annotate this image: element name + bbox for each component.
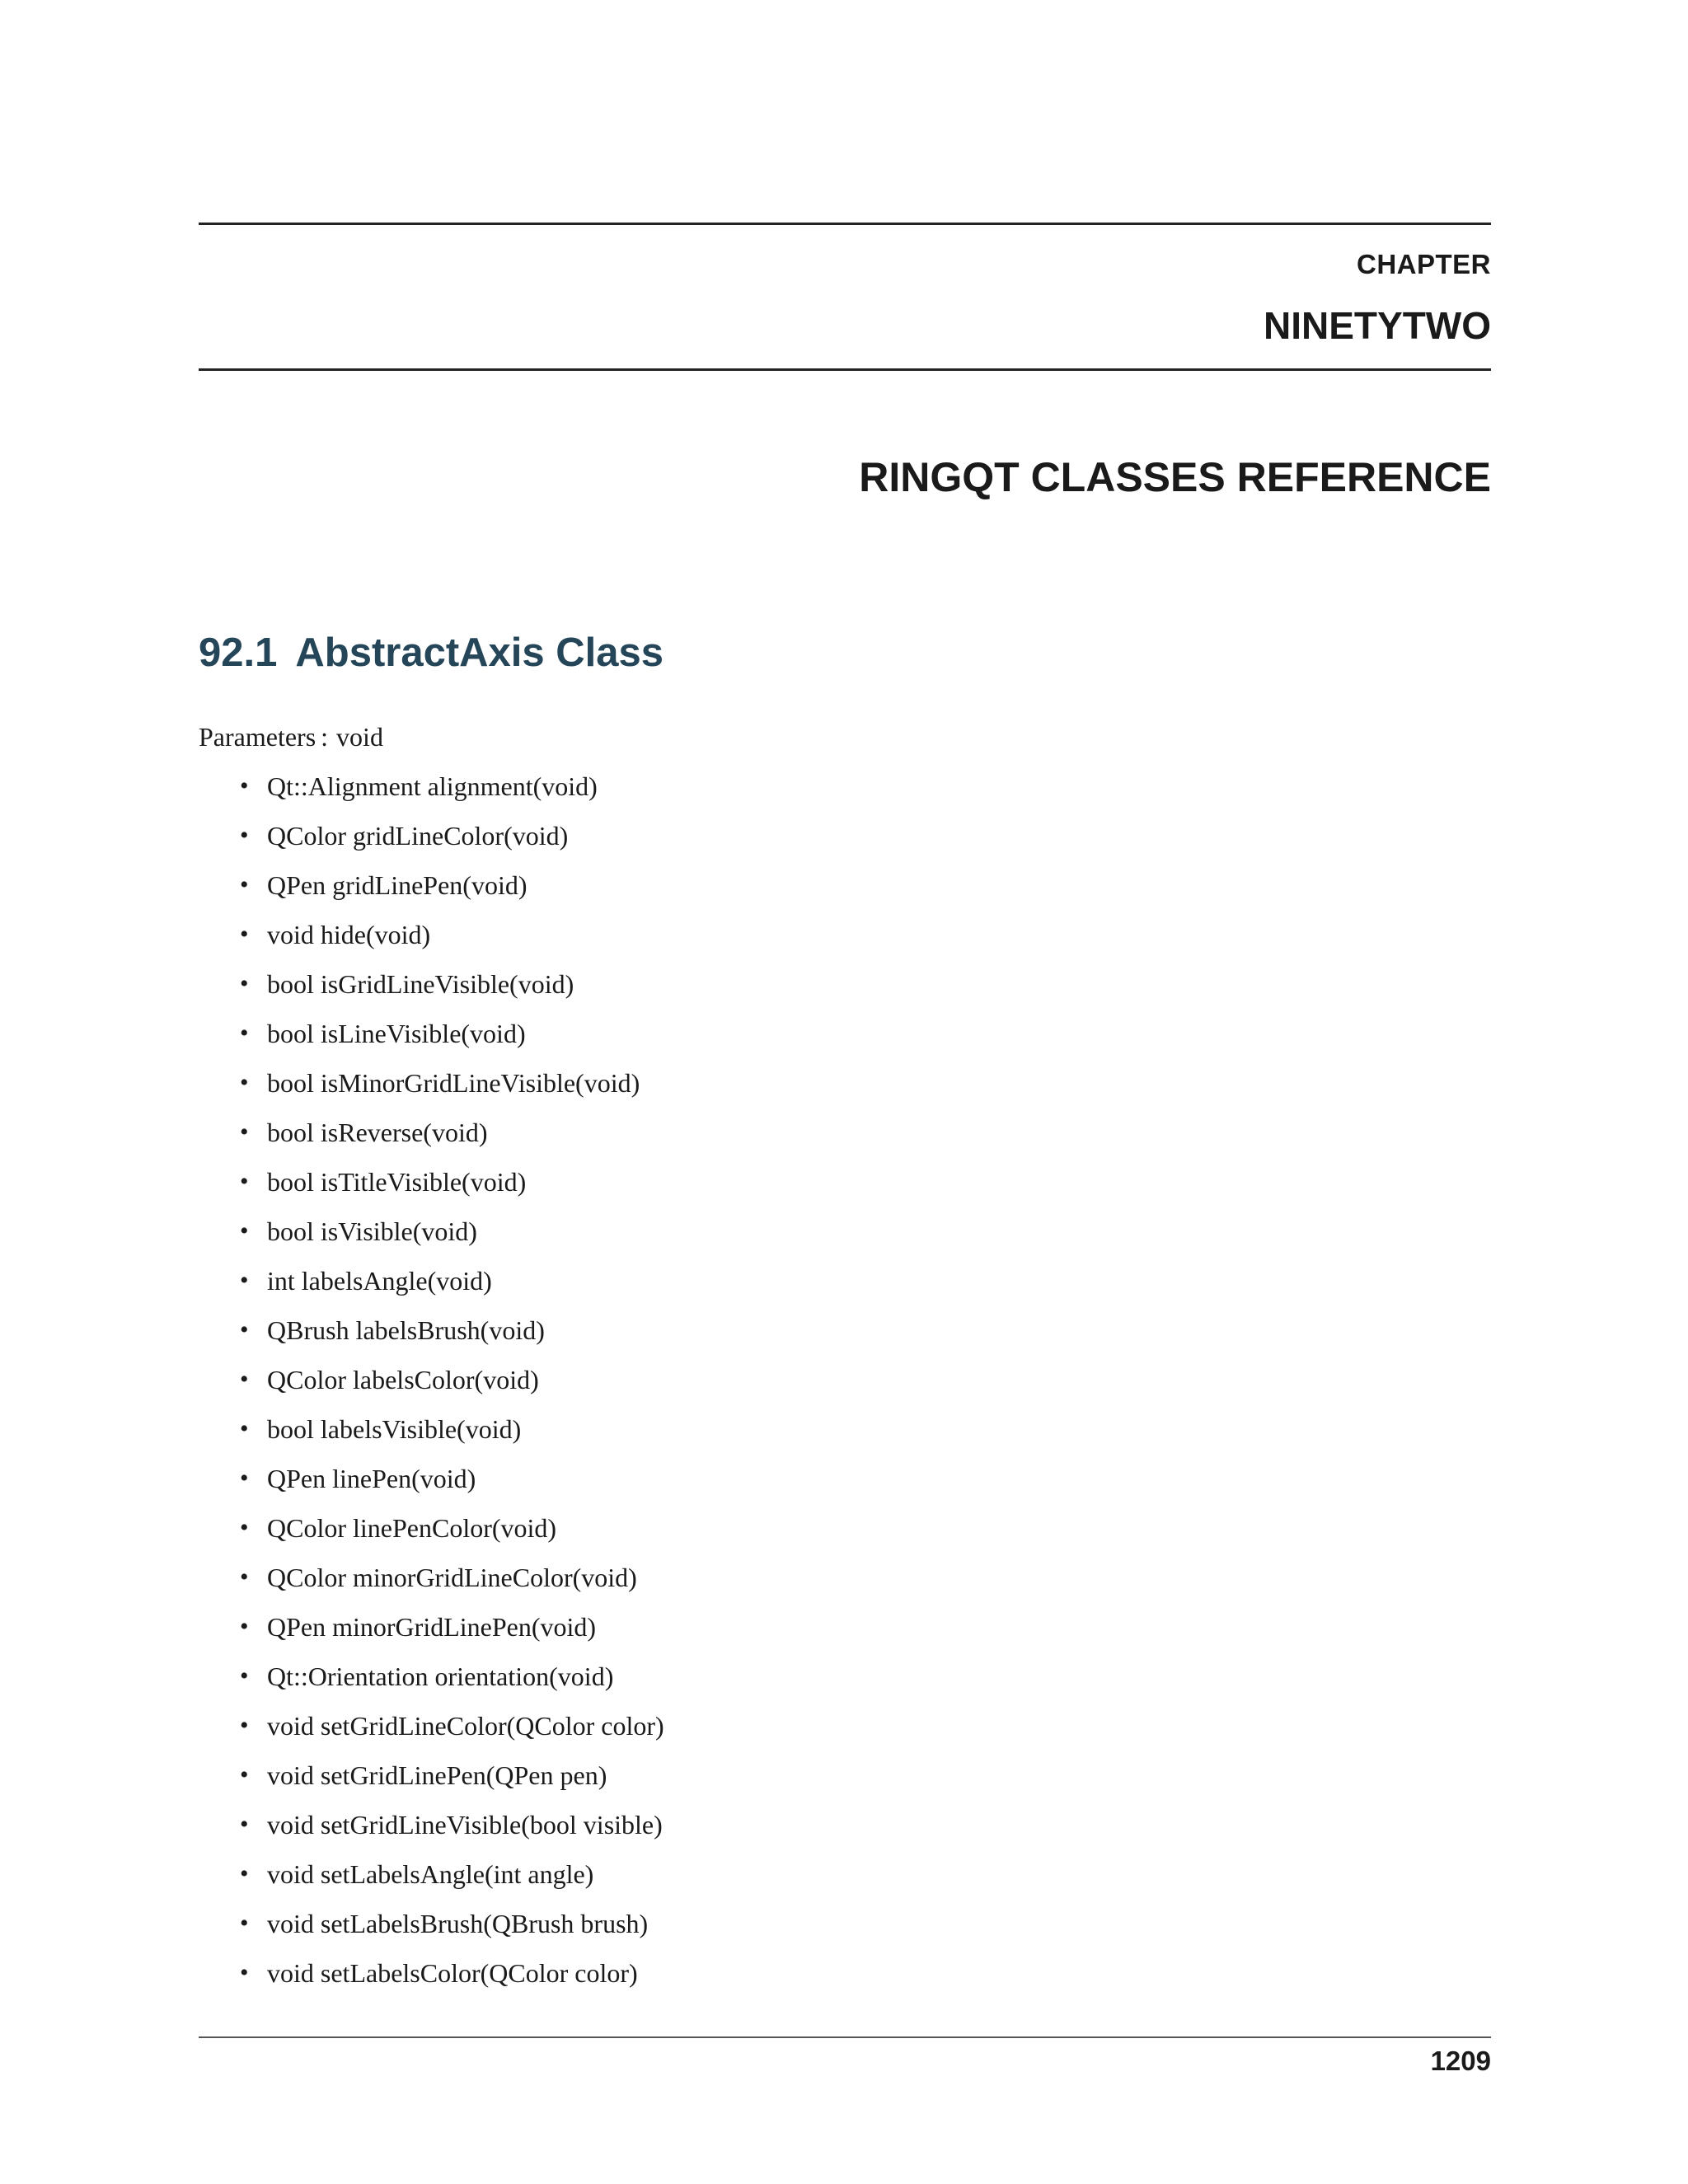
parameters-separator: : [321,722,329,752]
method-signature: QPen minorGridLinePen(void) [267,1612,597,1642]
section-heading [199,630,663,676]
method-signature: int labelsAngle(void) [267,1266,492,1296]
method-list-item [240,1167,664,1216]
method-list-item [240,1464,664,1513]
bullet-icon: • [240,1910,249,1937]
bullet-icon: • [240,1316,249,1343]
method-list-item [240,1661,664,1711]
method-signature: QPen gridLinePen(void) [267,870,528,900]
bullet-icon: • [240,1514,249,1541]
bullet-icon: • [240,1662,249,1690]
method-signature: bool isGridLineVisible(void) [267,969,574,999]
method-signature: void setGridLineVisible(bool visible) [267,1810,663,1840]
method-list-item [240,821,664,870]
bullet-icon: • [240,1959,249,1986]
method-list-item [240,920,664,969]
chapter-bottom-rule [199,368,1491,371]
method-signature: QColor minorGridLineColor(void) [267,1563,637,1592]
parameters-line [199,722,383,752]
method-list-item [240,870,664,920]
section-title: AbstractAxis Class [295,630,664,675]
method-signature: void setGridLinePen(QPen pen) [267,1760,607,1790]
method-signature: QColor gridLineColor(void) [267,821,569,851]
method-signature: QPen linePen(void) [267,1464,476,1493]
bullet-icon: • [240,871,249,898]
method-signature: void setGridLineColor(QColor color) [267,1711,664,1741]
bullet-icon: • [240,1415,249,1442]
method-list-item [240,771,664,821]
chapter-title: RINGQT CLASSES REFERENCE [859,454,1491,500]
method-list-item [240,1563,664,1612]
method-list-item [240,1068,664,1118]
bullet-icon: • [240,1366,249,1393]
bullet-icon: • [240,1267,249,1294]
bullet-icon: • [240,1613,249,1640]
bullet-icon: • [240,1761,249,1788]
bullet-icon: • [240,1712,249,1739]
bullet-icon: • [240,1563,249,1591]
bullet-icon: • [240,970,249,997]
chapter-top-rule [199,223,1491,225]
method-signature: bool labelsVisible(void) [267,1414,522,1444]
chapter-number: NINETYTWO [1264,304,1491,347]
method-list-item [240,969,664,1019]
method-list-item [240,1859,664,1909]
method-list-item [240,1315,664,1365]
method-signature: void setLabelsAngle(int angle) [267,1859,594,1889]
method-list-item [240,1711,664,1760]
method-signature: QColor linePenColor(void) [267,1513,557,1543]
bullet-icon: • [240,1069,249,1096]
page-number: 1209 [1430,2046,1491,2076]
footer-rule [199,2036,1491,2038]
method-signature: void setLabelsBrush(QBrush brush) [267,1909,649,1938]
method-list-item [240,1365,664,1414]
method-list-item [240,1266,664,1315]
bullet-icon: • [240,1019,249,1047]
method-signature: bool isVisible(void) [267,1216,477,1246]
method-list-item [240,1810,664,1859]
method-list [240,771,664,2008]
bullet-icon: • [240,1217,249,1244]
method-list-item [240,1760,664,1810]
chapter-label: CHAPTER [1356,249,1491,279]
method-list-item [240,1909,664,1958]
method-signature: bool isLineVisible(void) [267,1019,526,1048]
method-signature: void setLabelsColor(QColor color) [267,1958,638,1988]
section-number: 92.1 [199,630,278,675]
parameters-value: void [336,722,383,752]
method-signature: bool isTitleVisible(void) [267,1167,527,1197]
method-signature: Qt::Orientation orientation(void) [267,1661,614,1691]
bullet-icon: • [240,772,249,799]
method-signature: QBrush labelsBrush(void) [267,1315,545,1345]
parameters-label: Parameters [199,722,316,752]
bullet-icon: • [240,1811,249,1838]
method-signature: bool isReverse(void) [267,1118,488,1147]
bullet-icon: • [240,1860,249,1887]
method-list-item [240,1216,664,1266]
bullet-icon: • [240,921,249,948]
bullet-icon: • [240,1168,249,1195]
bullet-icon: • [240,822,249,849]
method-list-item [240,1118,664,1167]
method-signature: void hide(void) [267,920,431,949]
method-signature: Qt::Alignment alignment(void) [267,771,598,801]
method-list-item [240,1612,664,1661]
method-list-item [240,1513,664,1563]
method-signature: bool isMinorGridLineVisible(void) [267,1068,640,1098]
bullet-icon: • [240,1118,249,1146]
method-list-item [240,1414,664,1464]
method-list-item [240,1958,664,2008]
method-list-item [240,1019,664,1068]
bullet-icon: • [240,1465,249,1492]
method-signature: QColor labelsColor(void) [267,1365,539,1394]
